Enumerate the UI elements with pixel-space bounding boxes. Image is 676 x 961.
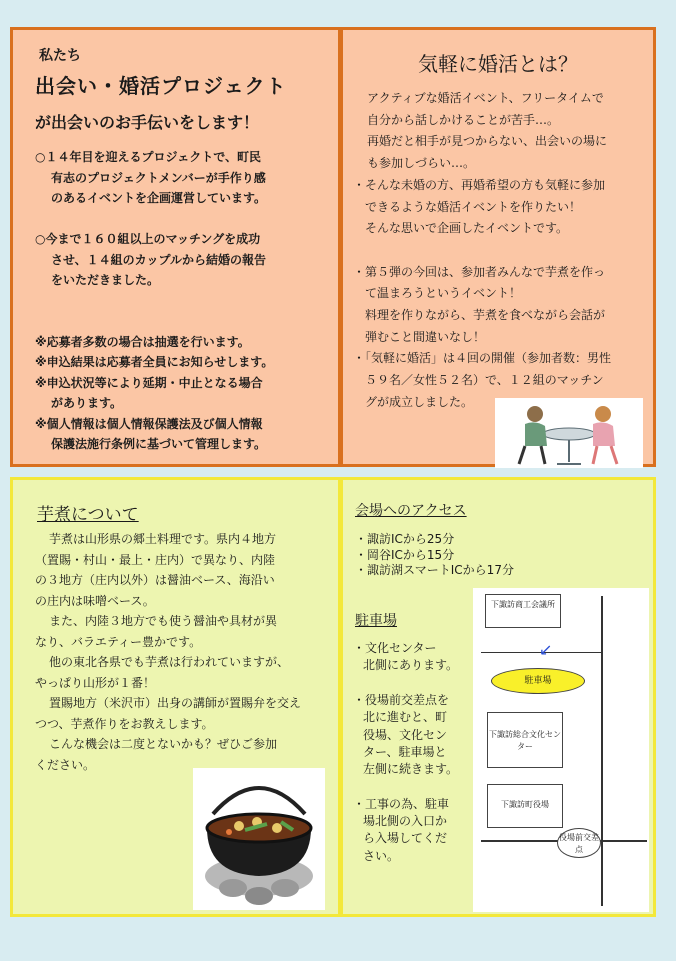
park-line: ・工事の為、駐車 — [353, 796, 450, 811]
map-yakuba-box: 下諏訪町役場 — [487, 784, 563, 828]
imoni-line: こんな機会は二度とないかも？ぜひご参加 — [49, 737, 278, 751]
park-line: ・役場前交差点を — [353, 692, 450, 707]
access-title: 会場へのアクセス — [355, 503, 467, 519]
what-line: も参加しづらい…。 — [367, 156, 476, 171]
what-line: できるような婚活イベントを作りたい！ — [365, 199, 582, 214]
access-panel — [340, 477, 656, 917]
project-subtitle: が出会いのお手伝いをします！ — [35, 113, 260, 132]
imoni-line: （置賜・村山・最上・庄内）で異なり、内陸 — [35, 552, 276, 567]
park-line: 北に進むと、町 — [363, 710, 448, 725]
park-line: ら入場してくだ — [363, 831, 448, 846]
park-line: ター、駐車場と — [363, 744, 447, 759]
map-shoko-box: 下諏訪商工会議所 — [485, 594, 561, 628]
proj-line: ※個人情報は個人情報保護法及び個人情報 — [35, 416, 263, 431]
what-line: そんな思いで企画したイベントです。 — [365, 221, 569, 236]
what-title: 気軽に婚活とは？ — [418, 52, 578, 76]
imoni-line: つつ、芋煮作りをお教えします。 — [35, 716, 214, 731]
acc-items-line: ・諏訪湖スマートICから17分 — [355, 563, 514, 577]
imoni-panel — [10, 477, 341, 917]
what-line: 料理を作りながら、芋煮を食べながら会話が — [365, 308, 606, 322]
imoni-line: なり、バラエティー豊かです。 — [35, 634, 202, 649]
what-line: 弾むこと間違いなし！ — [365, 329, 486, 344]
park-line: さい。 — [363, 848, 400, 863]
park-line: 左側に続きます。 — [363, 762, 459, 777]
map-parking-marker: 駐車場 — [491, 668, 585, 694]
map-kosaten-marker: 役場前交差点 — [557, 828, 601, 858]
what-panel — [340, 27, 656, 467]
park-line: ・文化センター — [353, 641, 437, 655]
what-line: 自分から話しかけることが苦手…。 — [367, 112, 560, 127]
park-line: 北側にあります。 — [363, 658, 459, 673]
imoni-line: ください。 — [35, 757, 96, 772]
project-title: 出会い・婚活プロジェクト — [35, 74, 287, 98]
what-line: グが成立しました。 — [365, 394, 474, 409]
imoni-title: 芋煮について — [37, 505, 139, 525]
imoni-line: 置賜地方（米沢市）出身の講師が置賜弁を交え — [49, 696, 302, 710]
proj-line: をいただきました。 — [51, 273, 160, 287]
proj-line: 有志のプロジェクトメンバーが手作り感 — [51, 170, 266, 185]
proj-line: のあるイベントを企画運営しています。 — [51, 191, 267, 205]
what-line: アクティブな婚活イベント、フリータイムで — [367, 91, 604, 105]
what-line: ・そんな未婚の方、再婚希望の方も気軽に参加 — [353, 177, 606, 192]
proj-line: ※応募者多数の場合は抽選を行います。 — [35, 334, 250, 349]
imoni-pot-illustration — [193, 768, 325, 910]
imoni-line: の庄内は味噌ベース。 — [35, 593, 155, 608]
imoni-line: また、内陸３地方でも使う醤油や具材が異 — [49, 614, 278, 628]
what-line: ５９名／女性５２名）で、１２組のマッチン — [365, 373, 604, 388]
proj-line: ○１４年目を迎えるプロジェクトで、町民 — [35, 150, 261, 164]
acc-items-line: ・諏訪ICから25分 — [355, 532, 455, 546]
project-watashi: 私たち — [39, 48, 81, 64]
proj-line: ○今まで１６０組以上のマッチングを成功 — [35, 232, 261, 246]
proj-line: 保護法施行条例に基づいて管理します。 — [51, 437, 267, 451]
access-map — [473, 588, 649, 912]
imoni-line: 芋煮は山形県の郷土料理です。県内４地方 — [49, 532, 277, 546]
map-arrow-icon: ↙ — [539, 640, 553, 659]
project-panel — [10, 27, 341, 467]
park-line: 場北側の入口か — [363, 814, 448, 828]
what-line: ・「気軽に婚活」は４回の開催（参加者数：男性 — [353, 351, 612, 366]
proj-line: させ、１４組のカップルから結婚の報告 — [51, 252, 267, 267]
what-line: 再婚だと相手が見つからない、出会いの場に — [367, 134, 608, 149]
proj-line: ※申込状況等により延期・中止となる場合 — [35, 375, 263, 390]
what-line: ・第５弾の今回は、参加者みんなで芋煮を作っ — [353, 264, 606, 279]
imoni-line: やっぱり山形が１番！ — [35, 675, 156, 690]
acc-items-line: ・岡谷ICから15分 — [355, 547, 455, 562]
map-road-vertical — [601, 596, 603, 906]
map-bunka-box: 下諏訪総合文化センター — [487, 712, 563, 768]
imoni-line: 他の東北各県でも芋煮は行われていますが、 — [49, 655, 290, 669]
what-line: て温まろうというイベント！ — [365, 286, 522, 301]
proj-line: があります。 — [51, 396, 123, 410]
couple-cafe-illustration — [495, 398, 643, 468]
park-line: 役場、文化セン — [363, 727, 448, 742]
proj-line: ※申込結果は応募者全員にお知らせします。 — [35, 355, 274, 369]
parking-title: 駐車場 — [355, 613, 397, 629]
imoni-line: の３地方（庄内以外）は醤油ベース、海沿い — [35, 573, 275, 587]
